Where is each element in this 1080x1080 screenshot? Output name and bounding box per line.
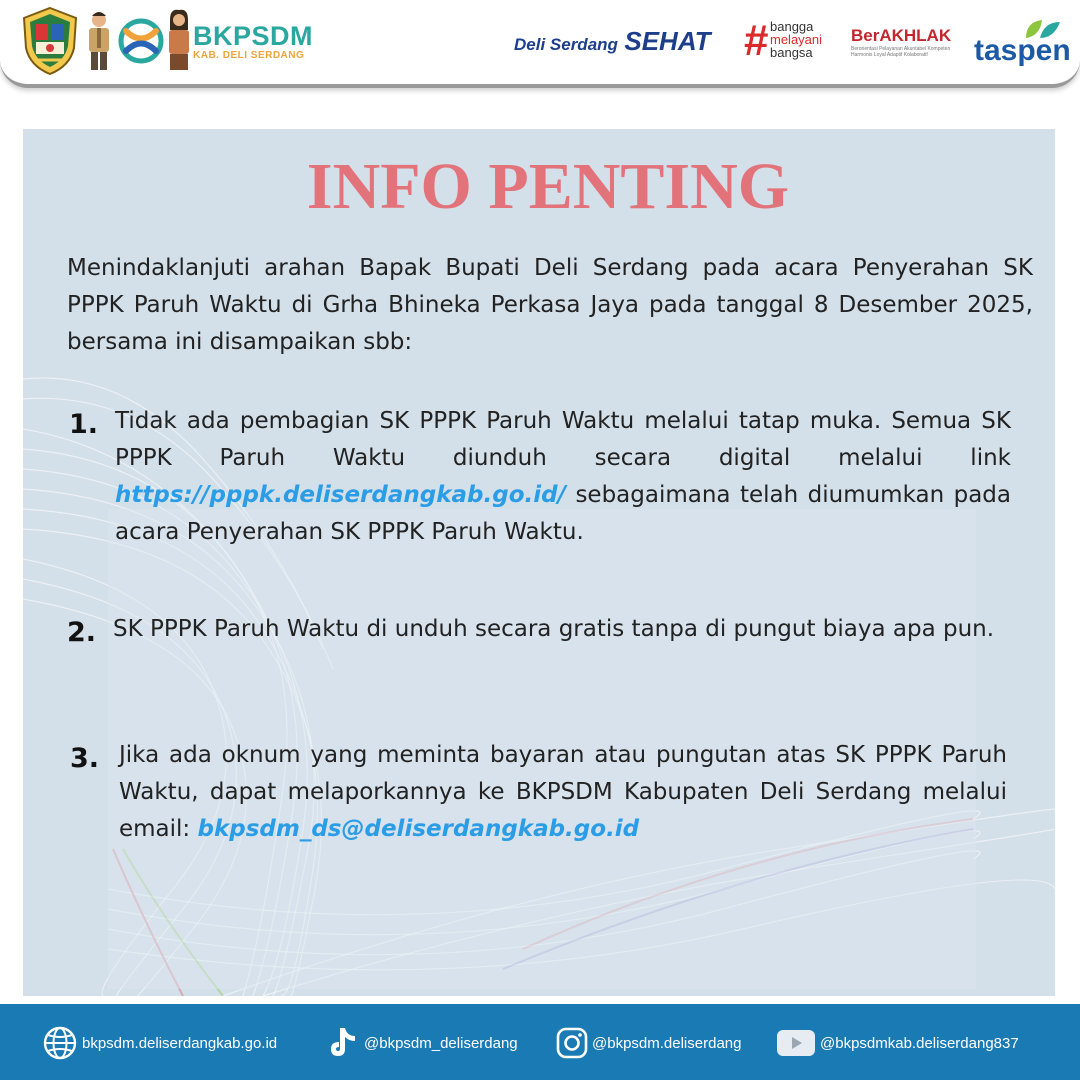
brand-title: BKPSDM [193, 21, 314, 51]
hashtag-symbol: # [744, 16, 769, 65]
report-email-link[interactable]: bkpsdm_ds@deliserdangkab.go.id [197, 816, 640, 842]
bmb-line-3: bangsa [770, 45, 813, 60]
civil-servant-male-icon [84, 6, 114, 76]
bmb-line-2: melayani [770, 32, 823, 47]
item-number: 3. [70, 743, 100, 774]
instagram-handle: @bkpsdm.deliserdang [592, 1034, 742, 1052]
page-title: INFO PENTING [306, 150, 790, 223]
item-number: 1. [69, 409, 99, 440]
item-number: 2. [67, 617, 97, 648]
list-item-1 [69, 403, 1011, 563]
intro-paragraph: Menindaklanjuti arahan Bapak Bupati Deli Serdang pada acara Penyerahan SK PPPK Paruh Waktu di Grha Bhineka Perkasa Jaya pada tanggal 8 Desember 2025, bersama ini disampaikan sbb: [67, 255, 1033, 355]
taspen-wordmark: taspen [974, 34, 1071, 67]
unity-hands-icon [116, 6, 166, 76]
brand-subtitle: KAB. DELI SERDANG [193, 50, 305, 61]
footer-website[interactable] [42, 1026, 277, 1060]
berakhlak-subtitle: Berorientasi Pelayanan Akuntabel Kompeten Harmonis Loyal Adaptif Kolaboratif [851, 46, 951, 58]
item-text [119, 737, 1007, 848]
footer-tiktok[interactable] [326, 1026, 518, 1060]
deli-serdang-sehat-logo [514, 26, 711, 57]
tiktok-icon [326, 1025, 360, 1061]
coat-of-arms-icon [20, 6, 80, 76]
berakhlak-title: BerAKHLAK [851, 26, 952, 45]
item-2-text: SK PPPK Paruh Waktu di unduh secara gratis tanpa di pungut biaya apa pun. [113, 616, 995, 642]
berakhlak-logo [851, 26, 963, 58]
footer-instagram[interactable] [556, 1026, 741, 1060]
item-1-text-before: Tidak ada pembagian SK PPPK Paruh Waktu melalui tatap muka. Semua SK PPPK Paruh Waktu diunduh secara digital melalui link [115, 408, 1011, 471]
tagline-right: SEHAT [624, 26, 711, 56]
youtube-handle: @bkpsdmkab.deliserdang837 [820, 1034, 1019, 1052]
youtube-icon [776, 1028, 816, 1058]
item-1-text-after: sebagaimana telah diumumkan pada acara Penyerahan SK PPPK Paruh Waktu. [115, 482, 1011, 545]
civil-servant-female-icon [164, 6, 194, 76]
footer-youtube[interactable] [776, 1026, 1019, 1060]
list-item-3 [70, 737, 1010, 857]
bkpsdm-logo-text [193, 23, 313, 62]
globe-icon [42, 1025, 78, 1061]
tagline-left: Deli Serdang [514, 35, 618, 54]
item-3-text-before: Jika ada oknum yang meminta bayaran atau pungutan atas SK PPPK Paruh Waktu, dapat melaporkannya ke BKPSDM Kabupaten Deli Serdang melalui email: [119, 742, 1007, 842]
download-link[interactable]: https://pppk.deliserdangkab.go.id/ [115, 482, 566, 508]
taspen-logo [974, 18, 1074, 70]
website-text: bkpsdm.deliserdangkab.go.id [82, 1034, 278, 1052]
bangga-melayani-bangsa-logo [744, 18, 844, 64]
footer-bar [0, 1004, 1080, 1080]
item-text [115, 403, 1011, 551]
bmb-line-1: bangga [770, 19, 814, 34]
list-item-2 [67, 611, 1009, 691]
tiktok-handle: @bkpsdm_deliserdang [364, 1034, 518, 1052]
header-bar [0, 0, 1080, 88]
instagram-icon [556, 1027, 588, 1059]
info-panel [23, 129, 1055, 996]
